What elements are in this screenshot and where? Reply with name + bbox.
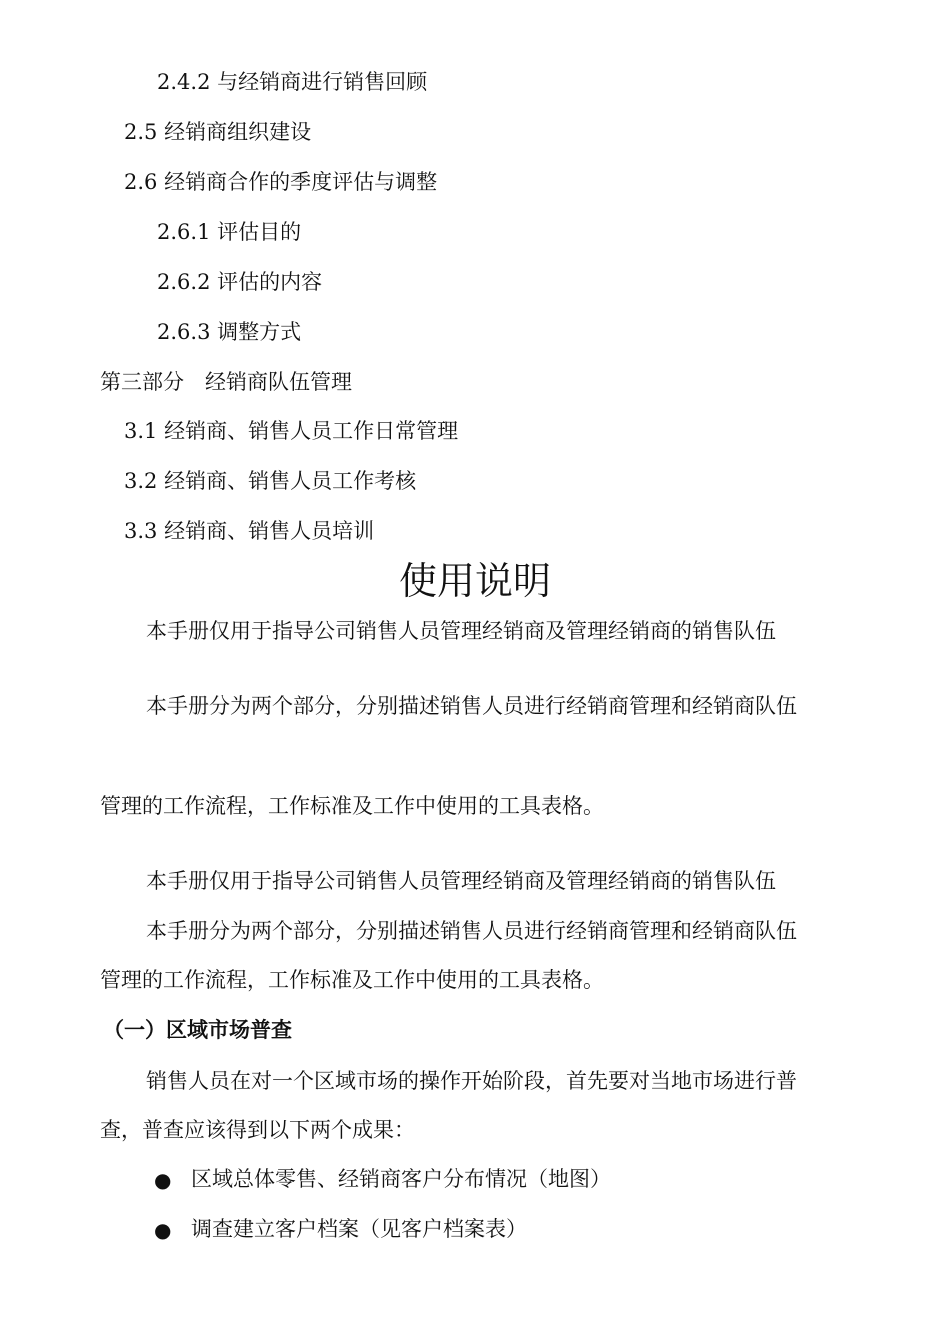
toc-item-2-6-3: 2.6.3 调整方式	[157, 320, 302, 344]
usage-para-3: 本手册仅用于指导公司销售人员管理经销商及管理经销商的销售队伍	[146, 869, 776, 893]
toc-item-2-6: 2.6 经销商合作的季度评估与调整	[124, 170, 438, 194]
toc-item-3-1: 3.1 经销商、销售人员工作日常管理	[124, 419, 459, 443]
toc-part-3: 第三部分 经销商队伍管理	[100, 370, 352, 394]
section-heading: （一）区域市场普查	[103, 1018, 292, 1042]
toc-item-2-5: 2.5 经销商组织建设	[124, 120, 312, 144]
usage-para-1: 本手册仅用于指导公司销售人员管理经销商及管理经销商的销售队伍	[146, 619, 776, 643]
usage-para-4-line-1: 本手册分为两个部分，分别描述销售人员进行经销商管理和经销商队伍	[146, 919, 797, 943]
toc-item-3-2: 3.2 经销商、销售人员工作考核	[124, 469, 417, 493]
toc-item-2-6-1: 2.6.1 评估目的	[157, 220, 302, 244]
usage-para-4-line-2: 管理的工作流程，工作标准及工作中使用的工具表格。	[100, 968, 604, 992]
list-item: 区域总体零售、经销商客户分布情况（地图）	[191, 1167, 611, 1191]
bullet-icon: ●	[154, 1168, 172, 1192]
usage-para-2-line-1: 本手册分为两个部分，分别描述销售人员进行经销商管理和经销商队伍	[146, 694, 797, 718]
usage-para-2-line-2: 管理的工作流程，工作标准及工作中使用的工具表格。	[100, 794, 604, 818]
bullet-icon: ●	[154, 1218, 172, 1242]
section-para-line-2: 查，普查应该得到以下两个成果：	[100, 1118, 415, 1142]
toc-item-2-6-2: 2.6.2 评估的内容	[157, 270, 323, 294]
toc-item-2-4-2: 2.4.2 与经销商进行销售回顾	[157, 70, 428, 94]
usage-title: 使用说明	[398, 559, 551, 603]
section-para-line-1: 销售人员在对一个区域市场的操作开始阶段，首先要对当地市场进行普	[146, 1069, 797, 1093]
toc-item-3-3: 3.3 经销商、销售人员培训	[124, 519, 375, 543]
list-item: 调查建立客户档案（见客户档案表）	[191, 1217, 527, 1241]
